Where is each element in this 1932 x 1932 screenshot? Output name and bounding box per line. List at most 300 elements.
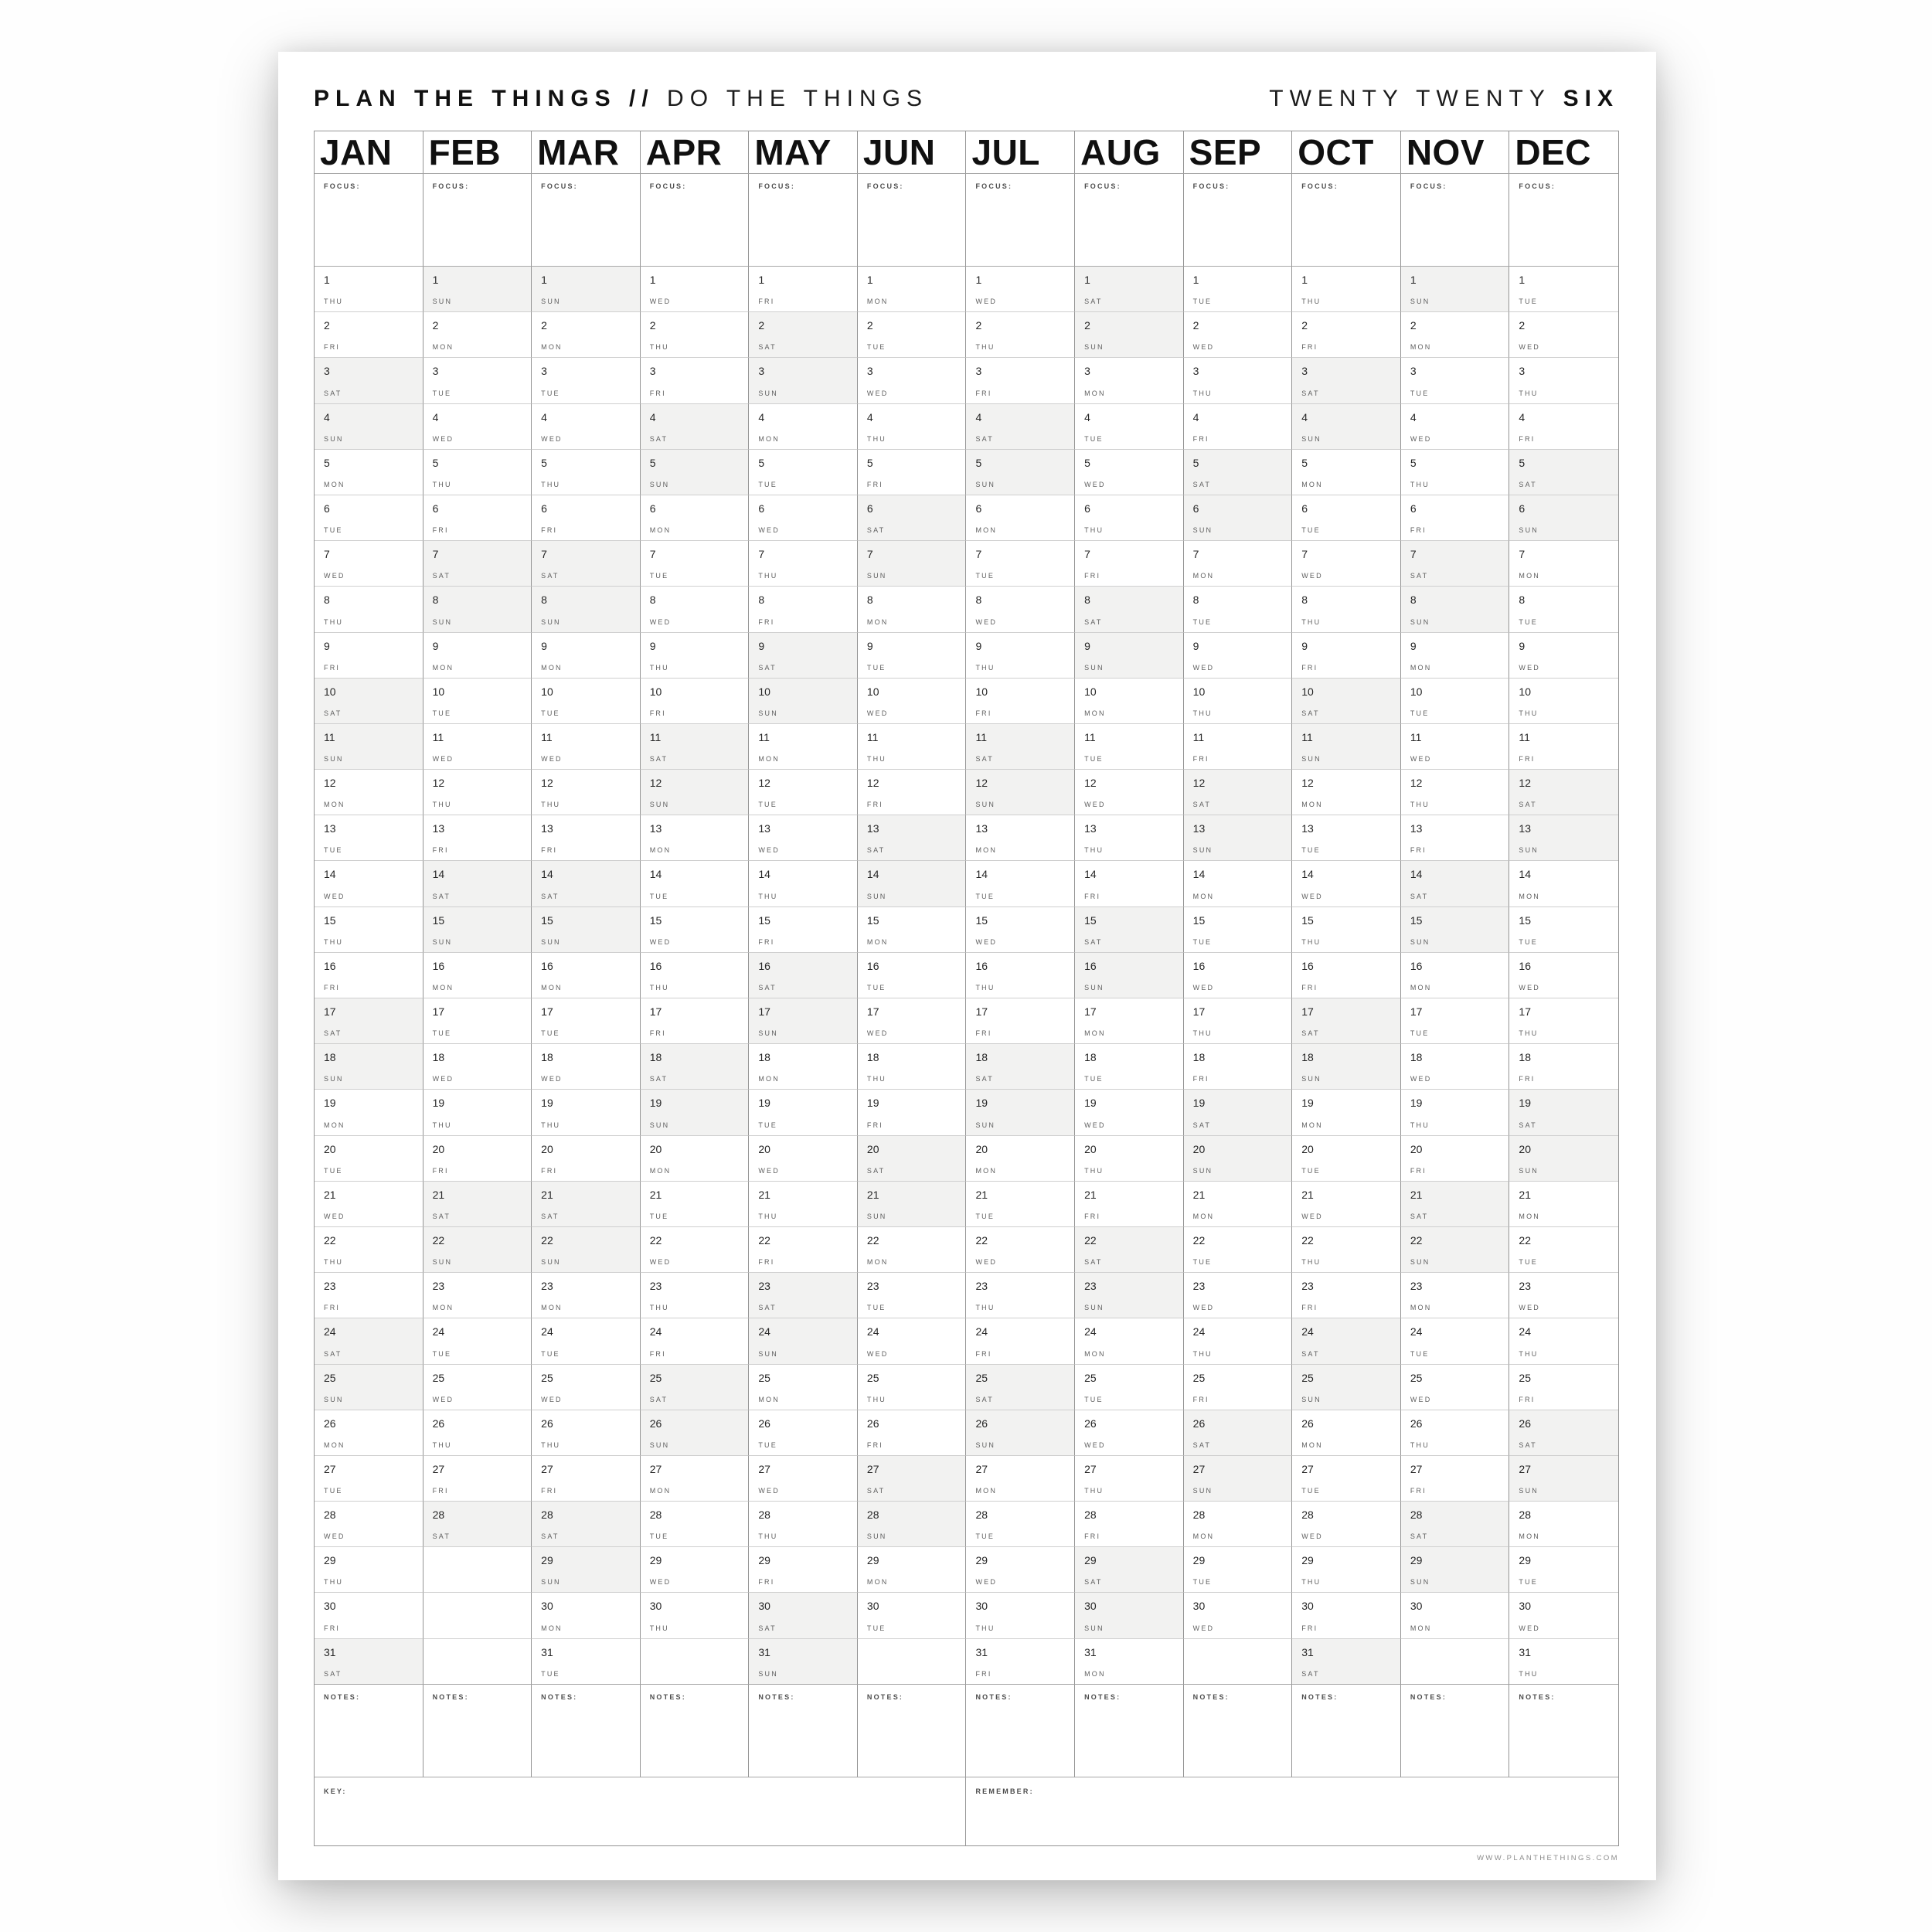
- day-cell-mar-3: [532, 358, 641, 403]
- day-weekday: MON: [866, 1578, 889, 1587]
- day-weekday: FRI: [1084, 1212, 1101, 1220]
- day-cell-sep-11: [1184, 724, 1293, 770]
- day-weekday: THU: [975, 984, 995, 992]
- day-cell-nov-22: [1401, 1227, 1510, 1273]
- day-number: 21: [324, 1188, 336, 1201]
- day-weekday: TUE: [866, 663, 886, 672]
- day-number: 26: [541, 1417, 553, 1430]
- day-weekday: SUN: [975, 1440, 996, 1449]
- day-weekday: WED: [432, 1075, 454, 1083]
- day-number: 27: [1410, 1462, 1423, 1475]
- day-cell-mar-7: [532, 541, 641, 587]
- day-weekday: WED: [1301, 572, 1323, 580]
- day-weekday: TUE: [758, 1440, 777, 1449]
- day-cell-oct-16: [1292, 953, 1401, 998]
- day-number: 25: [324, 1371, 336, 1384]
- day-cell-may-6: [749, 495, 858, 541]
- day-weekday: THU: [1410, 1121, 1430, 1129]
- day-weekday: WED: [866, 389, 889, 397]
- day-number: 22: [649, 1233, 662, 1247]
- day-weekday: MON: [975, 846, 998, 855]
- day-number: 21: [1301, 1188, 1314, 1201]
- day-weekday: SUN: [1192, 526, 1213, 535]
- day-cell-feb-27: [423, 1456, 532, 1502]
- day-number: 3: [541, 365, 547, 378]
- day-number: 16: [541, 959, 553, 972]
- day-number: 9: [866, 639, 873, 652]
- day-weekday: THU: [1301, 617, 1321, 626]
- day-number: 9: [649, 639, 656, 652]
- day-number: 11: [1084, 730, 1096, 743]
- day-cell-apr-29: [641, 1547, 750, 1593]
- day-number: 26: [1301, 1417, 1314, 1430]
- day-number: 16: [649, 959, 662, 972]
- day-cell-jan-19: [315, 1090, 423, 1135]
- day-number: 16: [1301, 959, 1314, 972]
- day-weekday: WED: [1410, 434, 1432, 443]
- day-weekday: WED: [541, 434, 563, 443]
- day-cell-mar-12: [532, 770, 641, 815]
- focus-cell-oct: [1292, 174, 1401, 267]
- day-number: 28: [1519, 1509, 1531, 1522]
- day-weekday: TUE: [1519, 617, 1539, 626]
- day-number: 6: [432, 502, 439, 515]
- day-weekday: THU: [1084, 1487, 1104, 1495]
- day-cell-jun-14: [858, 861, 967, 906]
- day-weekday: WED: [975, 937, 998, 946]
- day-number: 28: [758, 1509, 770, 1522]
- day-cell-may-5: [749, 450, 858, 495]
- day-weekday: FRI: [866, 1121, 884, 1129]
- day-cell-jan-23: [315, 1273, 423, 1318]
- day-number: 25: [649, 1371, 662, 1384]
- day-weekday: SUN: [975, 801, 996, 809]
- day-weekday: SUN: [324, 1395, 344, 1403]
- day-weekday: MON: [1084, 1669, 1106, 1678]
- day-weekday: THU: [1519, 1029, 1539, 1038]
- day-weekday: THU: [649, 1304, 669, 1312]
- day-weekday: SAT: [758, 984, 777, 992]
- day-number: 4: [1519, 410, 1526, 423]
- day-cell-jul-26: [966, 1410, 1075, 1456]
- day-number: 24: [1084, 1325, 1097, 1338]
- day-cell-nov-3: [1401, 358, 1510, 403]
- day-number: 14: [758, 868, 770, 881]
- day-number: 8: [432, 594, 439, 607]
- day-weekday: THU: [324, 617, 344, 626]
- day-cell-oct-5: [1292, 450, 1401, 495]
- day-number: 2: [1192, 319, 1199, 332]
- day-weekday: THU: [758, 572, 778, 580]
- day-weekday: THU: [1301, 937, 1321, 946]
- day-cell-aug-3: [1075, 358, 1184, 403]
- day-weekday: WED: [1519, 984, 1541, 992]
- day-cell-jun-10: [858, 679, 967, 724]
- day-number: 8: [758, 594, 765, 607]
- day-weekday: TUE: [866, 984, 886, 992]
- day-weekday: SAT: [541, 572, 560, 580]
- day-cell-dec-10: [1509, 679, 1618, 724]
- day-weekday: THU: [541, 801, 561, 809]
- day-cell-feb-24: [423, 1318, 532, 1364]
- day-weekday: SAT: [541, 892, 560, 900]
- day-cell-dec-23: [1509, 1273, 1618, 1318]
- day-weekday: THU: [1084, 846, 1104, 855]
- day-number: 19: [975, 1097, 988, 1110]
- day-cell-jan-31: [315, 1639, 423, 1685]
- day-number: 6: [1084, 502, 1090, 515]
- day-cell-aug-15: [1075, 907, 1184, 953]
- day-number: 20: [975, 1142, 988, 1155]
- day-number: 3: [432, 365, 439, 378]
- day-weekday: SUN: [432, 298, 453, 306]
- day-weekday: SUN: [758, 389, 778, 397]
- day-cell-may-12: [749, 770, 858, 815]
- day-number: 25: [1301, 1371, 1314, 1384]
- day-cell-jul-7: [966, 541, 1075, 587]
- day-weekday: WED: [758, 846, 780, 855]
- day-number: 7: [1192, 548, 1199, 561]
- day-cell-dec-2: [1509, 312, 1618, 358]
- day-number: 12: [432, 777, 445, 790]
- day-cell-apr-17: [641, 998, 750, 1044]
- day-number: 7: [432, 548, 439, 561]
- day-number: 17: [1519, 1005, 1531, 1018]
- day-weekday: FRI: [1192, 755, 1209, 764]
- month-header-mar: MAR: [532, 131, 641, 174]
- day-cell-apr-20: [641, 1136, 750, 1182]
- day-cell-mar-6: [532, 495, 641, 541]
- day-number: 21: [1519, 1188, 1531, 1201]
- day-number: 10: [1410, 685, 1423, 698]
- day-number: 10: [1192, 685, 1206, 698]
- day-weekday: THU: [432, 480, 452, 488]
- day-weekday: SAT: [758, 1304, 777, 1312]
- day-weekday: FRI: [1084, 892, 1101, 900]
- notes-label: NOTES:: [1301, 1692, 1338, 1701]
- focus-cell-apr: [641, 174, 750, 267]
- day-cell-jul-9: [966, 633, 1075, 679]
- day-cell-mar-24: [532, 1318, 641, 1364]
- day-weekday: WED: [649, 937, 672, 946]
- day-weekday: THU: [1084, 1166, 1104, 1175]
- day-number: 24: [758, 1325, 770, 1338]
- day-number: 24: [1192, 1325, 1206, 1338]
- day-weekday: MON: [1410, 984, 1432, 992]
- day-cell-jul-2: [966, 312, 1075, 358]
- day-weekday: WED: [1519, 1624, 1541, 1632]
- day-cell-feb-12: [423, 770, 532, 815]
- day-cell-aug-11: [1075, 724, 1184, 770]
- day-cell-dec-13: [1509, 815, 1618, 861]
- notes-label: NOTES:: [975, 1692, 1012, 1701]
- day-weekday: FRI: [1301, 984, 1318, 992]
- day-weekday: FRI: [1301, 663, 1318, 672]
- day-number: 10: [432, 685, 445, 698]
- day-weekday: WED: [866, 1349, 889, 1358]
- day-cell-feb-25: [423, 1365, 532, 1410]
- day-weekday: SAT: [1410, 1212, 1429, 1220]
- day-cell-jul-29: [966, 1547, 1075, 1593]
- day-cell-oct-27: [1292, 1456, 1401, 1502]
- day-weekday: MON: [1519, 1532, 1541, 1541]
- month-header-jan: JAN: [315, 131, 423, 174]
- day-weekday: FRI: [1519, 1395, 1536, 1403]
- day-cell-jan-28: [315, 1502, 423, 1547]
- day-number: 6: [758, 502, 765, 515]
- day-weekday: THU: [324, 1258, 344, 1267]
- day-cell-jun-27: [858, 1456, 967, 1502]
- day-weekday: THU: [1301, 1578, 1321, 1587]
- day-number: 22: [1519, 1233, 1531, 1247]
- day-weekday: SUN: [1192, 1487, 1213, 1495]
- day-weekday: FRI: [758, 937, 775, 946]
- day-cell-jun-29: [858, 1547, 967, 1593]
- day-number: 27: [758, 1462, 770, 1475]
- day-cell-oct-31: [1292, 1639, 1401, 1685]
- day-cell-dec-5: [1509, 450, 1618, 495]
- day-weekday: SAT: [649, 1075, 668, 1083]
- day-weekday: THU: [758, 892, 778, 900]
- day-cell-may-26: [749, 1410, 858, 1456]
- day-number: 17: [1192, 1005, 1206, 1018]
- day-weekday: TUE: [432, 1349, 452, 1358]
- day-number: 19: [1084, 1097, 1097, 1110]
- focus-label: FOCUS:: [1192, 182, 1230, 190]
- month-header-nov: NOV: [1401, 131, 1510, 174]
- day-weekday: FRI: [1301, 343, 1318, 352]
- day-weekday: MON: [649, 1487, 672, 1495]
- day-weekday: TUE: [1519, 1258, 1539, 1267]
- day-weekday: TUE: [541, 709, 560, 717]
- day-weekday: SUN: [1410, 1258, 1430, 1267]
- day-cell-jul-18: [966, 1044, 1075, 1090]
- day-weekday: FRI: [649, 1029, 666, 1038]
- day-cell-aug-19: [1075, 1090, 1184, 1135]
- day-cell-nov-10: [1401, 679, 1510, 724]
- day-cell-jun-23: [858, 1273, 967, 1318]
- day-number: 23: [1519, 1280, 1531, 1293]
- day-weekday: SUN: [1519, 526, 1539, 535]
- day-cell-apr-8: [641, 587, 750, 632]
- day-cell-dec-24: [1509, 1318, 1618, 1364]
- day-cell-apr-15: [641, 907, 750, 953]
- day-cell-mar-15: [532, 907, 641, 953]
- day-number: 24: [1301, 1325, 1314, 1338]
- day-weekday: TUE: [1410, 709, 1430, 717]
- day-cell-jul-4: [966, 404, 1075, 450]
- day-number: 9: [1301, 639, 1308, 652]
- day-weekday: SAT: [1410, 892, 1429, 900]
- day-number: 12: [866, 777, 879, 790]
- day-weekday: TUE: [1519, 1578, 1539, 1587]
- day-number: 5: [432, 456, 439, 469]
- day-weekday: SUN: [1084, 663, 1104, 672]
- day-weekday: WED: [541, 755, 563, 764]
- day-number: 27: [1519, 1462, 1531, 1475]
- day-weekday: SUN: [432, 617, 453, 626]
- day-cell-jul-21: [966, 1182, 1075, 1227]
- day-weekday: THU: [758, 1532, 778, 1541]
- day-weekday: SUN: [541, 937, 561, 946]
- day-cell-apr-9: [641, 633, 750, 679]
- day-number: 1: [1519, 274, 1526, 286]
- day-cell-aug-4: [1075, 404, 1184, 450]
- day-number: 20: [649, 1142, 662, 1155]
- day-cell-sep-30: [1184, 1593, 1293, 1638]
- day-cell-aug-9: [1075, 633, 1184, 679]
- day-weekday: MON: [758, 755, 780, 764]
- day-weekday: SUN: [1301, 1395, 1321, 1403]
- day-cell-aug-21: [1075, 1182, 1184, 1227]
- day-number: 27: [1301, 1462, 1314, 1475]
- day-number: 8: [1410, 594, 1417, 607]
- day-number: 18: [324, 1051, 336, 1064]
- day-number: 29: [324, 1554, 336, 1567]
- day-weekday: TUE: [649, 572, 669, 580]
- day-weekday: WED: [649, 617, 672, 626]
- day-cell-feb-9: [423, 633, 532, 679]
- day-number: 15: [1519, 913, 1531, 927]
- day-cell-aug-6: [1075, 495, 1184, 541]
- day-weekday: TUE: [649, 1212, 669, 1220]
- day-number: 26: [324, 1417, 336, 1430]
- day-weekday: THU: [649, 984, 669, 992]
- day-cell-oct-1: [1292, 267, 1401, 312]
- focus-label: FOCUS:: [866, 182, 904, 190]
- day-number: 25: [541, 1371, 553, 1384]
- day-number: 14: [975, 868, 988, 881]
- day-number: 8: [975, 594, 982, 607]
- day-weekday: FRI: [1410, 846, 1427, 855]
- day-cell-jan-10: [315, 679, 423, 724]
- day-weekday: SAT: [432, 1212, 451, 1220]
- focus-label: FOCUS:: [975, 182, 1013, 190]
- day-cell-may-23: [749, 1273, 858, 1318]
- day-number: 7: [649, 548, 656, 561]
- day-number: 21: [432, 1188, 445, 1201]
- day-weekday: FRI: [649, 1349, 666, 1358]
- day-weekday: SUN: [758, 1669, 778, 1678]
- day-number: 29: [975, 1554, 988, 1567]
- focus-cell-jun: [858, 174, 967, 267]
- day-cell-dec-3: [1509, 358, 1618, 403]
- day-cell-oct-26: [1292, 1410, 1401, 1456]
- day-cell-mar-25: [532, 1365, 641, 1410]
- day-number: 2: [758, 319, 765, 332]
- day-cell-jan-26: [315, 1410, 423, 1456]
- day-weekday: TUE: [1301, 526, 1321, 535]
- day-cell-feb-28: [423, 1502, 532, 1547]
- day-cell-jul-5: [966, 450, 1075, 495]
- day-cell-apr-19: [641, 1090, 750, 1135]
- day-number: 14: [324, 868, 336, 881]
- day-weekday: MON: [1192, 892, 1215, 900]
- day-cell-oct-22: [1292, 1227, 1401, 1273]
- day-number: 6: [649, 502, 656, 515]
- day-cell-feb-1: [423, 267, 532, 312]
- day-number: 12: [1519, 777, 1531, 790]
- day-number: 5: [1301, 456, 1308, 469]
- day-cell-jan-12: [315, 770, 423, 815]
- day-number: 24: [324, 1325, 336, 1338]
- day-number: 17: [1410, 1005, 1423, 1018]
- day-weekday: SUN: [649, 801, 670, 809]
- day-cell-sep-24: [1184, 1318, 1293, 1364]
- day-number: 6: [324, 502, 330, 515]
- day-weekday: WED: [975, 298, 998, 306]
- day-number: 23: [1410, 1280, 1423, 1293]
- day-cell-jul-10: [966, 679, 1075, 724]
- day-number: 3: [649, 365, 656, 378]
- day-number: 24: [975, 1325, 988, 1338]
- day-number: 20: [866, 1142, 879, 1155]
- day-number: 21: [1084, 1188, 1097, 1201]
- day-cell-oct-24: [1292, 1318, 1401, 1364]
- day-number: 20: [432, 1142, 445, 1155]
- day-cell-dec-28: [1509, 1502, 1618, 1547]
- day-number: 16: [975, 959, 988, 972]
- day-cell-jan-15: [315, 907, 423, 953]
- day-weekday: MON: [1301, 1440, 1323, 1449]
- day-weekday: SUN: [1410, 298, 1430, 306]
- day-cell-jan-21: [315, 1182, 423, 1227]
- day-weekday: MON: [1519, 1212, 1541, 1220]
- day-weekday: SUN: [758, 709, 778, 717]
- day-weekday: THU: [432, 801, 452, 809]
- day-cell-jul-25: [966, 1365, 1075, 1410]
- day-cell-jul-13: [966, 815, 1075, 861]
- day-number: 1: [541, 274, 547, 286]
- notes-label: NOTES:: [324, 1692, 361, 1701]
- day-cell-dec-26: [1509, 1410, 1618, 1456]
- notes-cell-aug: [1075, 1685, 1184, 1777]
- day-number: 10: [541, 685, 553, 698]
- day-weekday: TUE: [1192, 298, 1213, 306]
- day-number: 25: [866, 1371, 879, 1384]
- day-weekday: SAT: [649, 434, 668, 443]
- day-cell-may-17: [749, 998, 858, 1044]
- day-cell-feb-5: [423, 450, 532, 495]
- day-weekday: SAT: [649, 1395, 668, 1403]
- day-number: 12: [1410, 777, 1423, 790]
- day-number: 11: [1192, 730, 1205, 743]
- notes-label: NOTES:: [758, 1692, 795, 1701]
- day-number: 10: [649, 685, 662, 698]
- day-number: 30: [975, 1600, 988, 1613]
- day-cell-sep-4: [1184, 404, 1293, 450]
- day-cell-may-15: [749, 907, 858, 953]
- focus-cell-may: [749, 174, 858, 267]
- notes-label: NOTES:: [432, 1692, 469, 1701]
- day-weekday: SAT: [866, 1487, 886, 1495]
- day-number: 18: [758, 1051, 770, 1064]
- day-number: 6: [975, 502, 982, 515]
- day-weekday: SAT: [324, 709, 342, 717]
- day-cell-sep-18: [1184, 1044, 1293, 1090]
- day-cell-empty: [423, 1593, 532, 1638]
- notes-label: NOTES:: [1410, 1692, 1447, 1701]
- day-number: 4: [1410, 410, 1417, 423]
- day-weekday: WED: [866, 709, 889, 717]
- day-number: 15: [541, 913, 553, 927]
- day-weekday: TUE: [432, 1029, 452, 1038]
- day-number: 31: [324, 1645, 336, 1658]
- day-cell-oct-20: [1292, 1136, 1401, 1182]
- day-weekday: MON: [541, 663, 563, 672]
- day-weekday: THU: [975, 1624, 995, 1632]
- day-weekday: SUN: [1192, 846, 1213, 855]
